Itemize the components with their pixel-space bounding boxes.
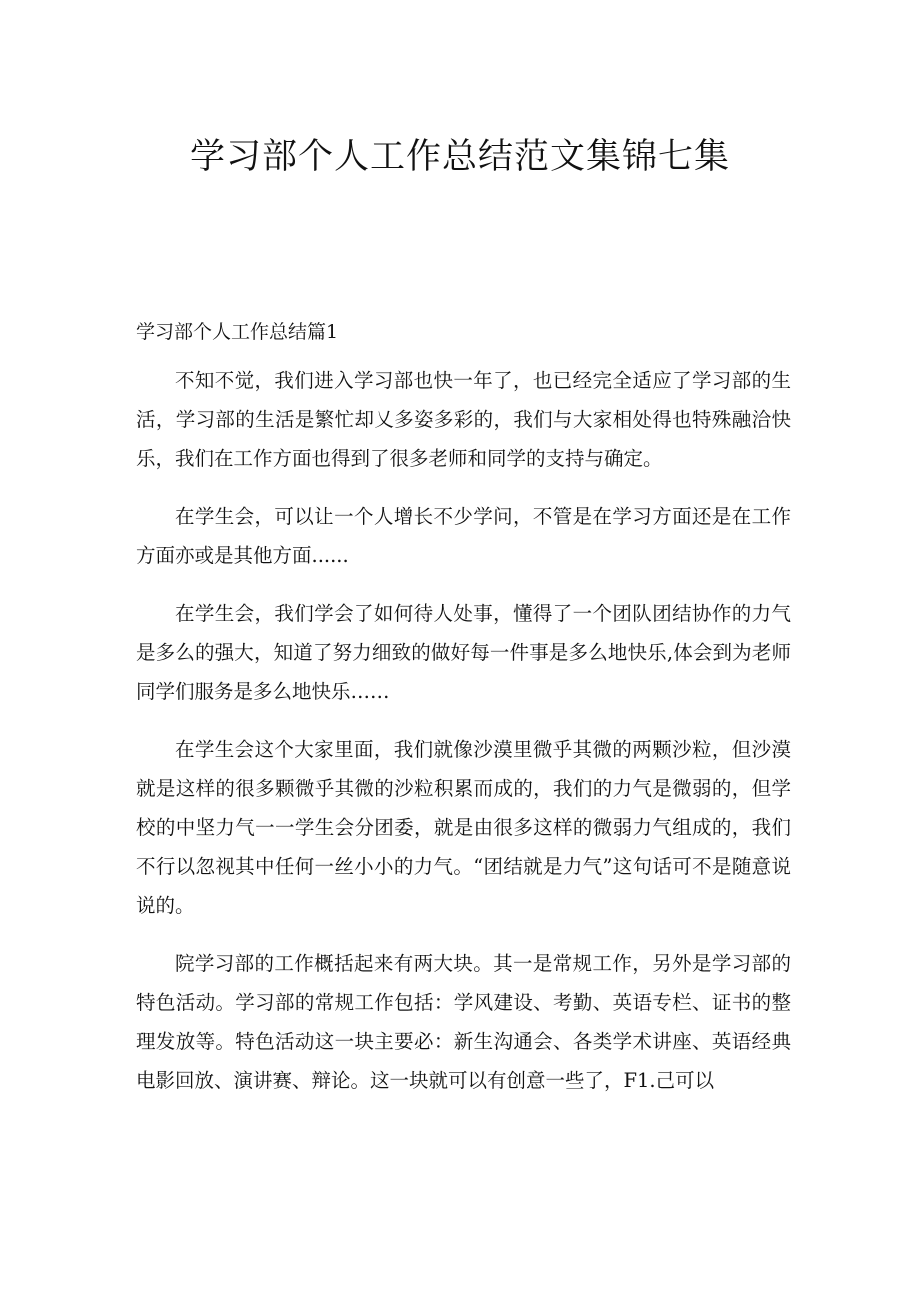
document-title: 学习部个人工作总结范文集锦七集: [189, 137, 730, 177]
paragraph-2: 在学生会，可以让一个人增长不少学问，不管是在学习方面还是在工作方面亦或是其他方面......: [136, 505, 791, 567]
document-body: [136, 361, 791, 1119]
paragraph-1: 不知不觉，我们进入学习部也快一年了，也已经完全适应了学习部的生活，学习部的生活是繁忙却乂多姿多彩的，我们与大家相处得也特殊融洽快乐，我们在工作方面也得到了很多老师和同学的支持与确定。: [136, 369, 791, 470]
section-heading: 学习部个人工作总结篇1: [136, 321, 339, 343]
paragraph-5: 院学习部的工作概括起来有两大块。其一是常规工作，另外是学习部的特色活动。学习部的常规工作包括：学风建设、考勤、英语专栏、证书的整理发放等。特色活动这一块主要必：新生沟通会、各类学术讲座、英语经典电影回放、演讲赛、辩论。这一块就可以有创意一些了，F1.己可以: [136, 952, 791, 1092]
paragraph-3: 在学生会，我们学会了如何待人处事，懂得了一个团队团结协作的力气是多么的强大，知道了努力细致的做好每一件事是多么地快乐,体会到为老师同学们服务是多么地快乐……: [136, 602, 791, 703]
paragraph-4: 在学生会这个大家里面，我们就像沙漠里微乎其微的两颗沙粒，但沙漠就是这样的很多颗微乎其微的沙粒积累而成的，我们的力气是微弱的，但学校的中坚力气一一学生会分团委，就是由很多这样的微弱力气组成的，我们不行以忽视其中任何一丝小小的力气。“团结就是力气”这句话可不是随意说说的。: [136, 738, 791, 917]
